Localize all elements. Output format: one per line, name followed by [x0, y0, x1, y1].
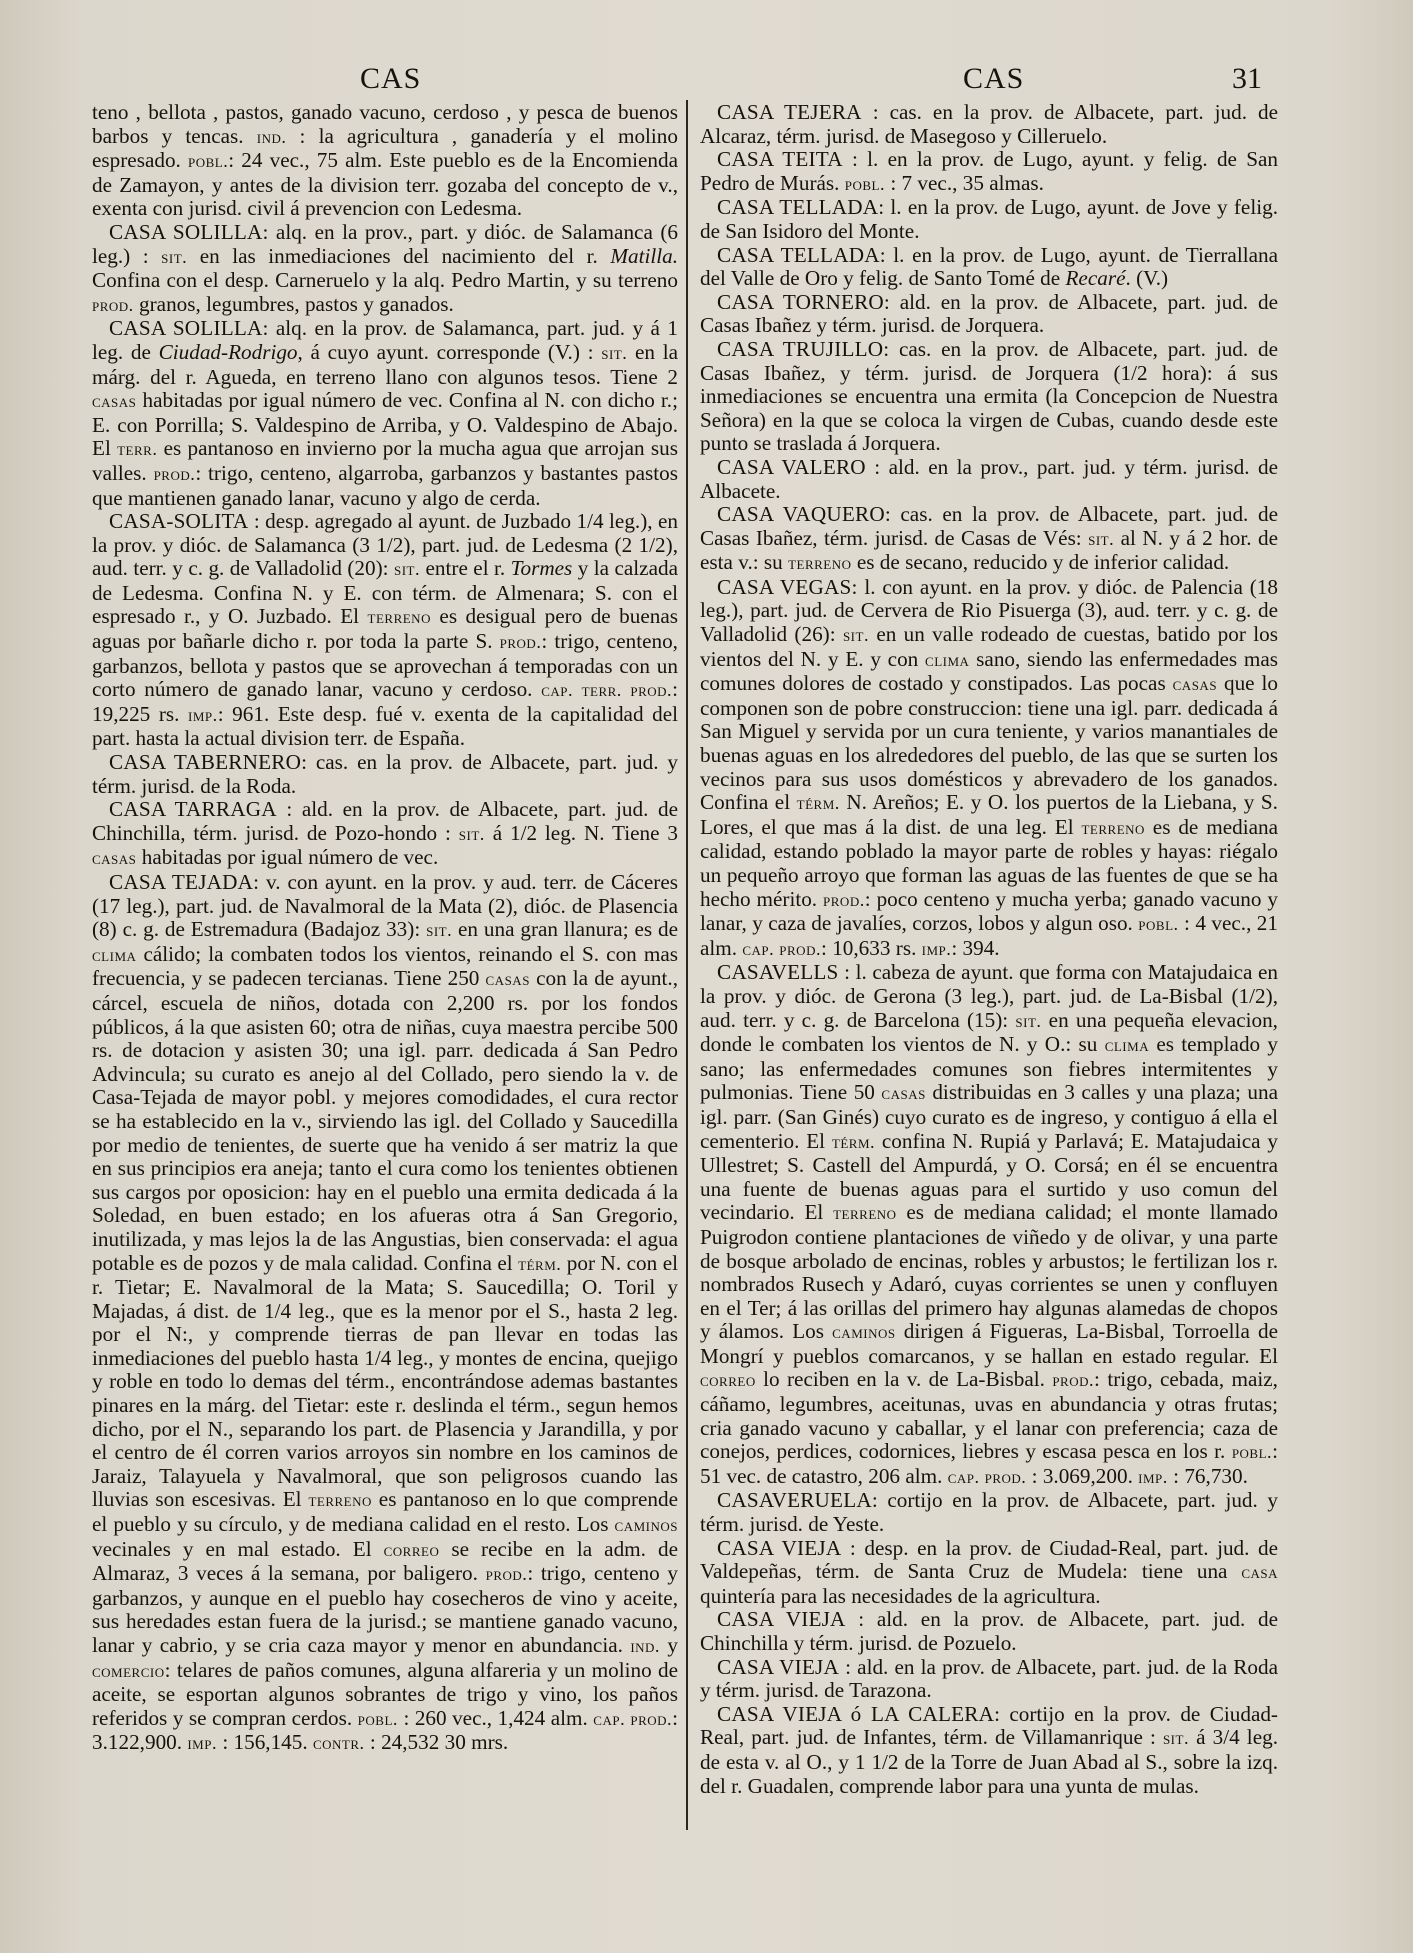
- dictionary-entry: [700, 1703, 1278, 1798]
- abbreviation: sit.: [1088, 528, 1115, 549]
- entry-text: : desp. en la prov. de Ciudad-Real, part. jud. de Valdepeñas, térm. de Santa Cruz de Mudela: tiene una: [700, 1535, 1278, 1584]
- entry-text: Confina con el desp. Carneruelo y la alq. Pedro Martin, y su terreno: [92, 268, 678, 293]
- entry-text: : poco centeno y mucha yerba; ganado vacuno y lanar, y caza de javalíes, corzos, lobos y algun oso.: [700, 886, 1278, 936]
- entry-text: : desp. agregado al ayunt. de Juzbado 1/4 leg.), en la prov. y dióc. de Salamanca (3 1/2), part. jud. de Ledesma (2 1/2), aud. terr. y c. g. de Valladolid (20):: [92, 509, 678, 581]
- abbreviation: contr.: [312, 1733, 365, 1754]
- entry-text: distribuidas en 3 calles y una plaza; una igl. parr. (San Ginés) cuyo curato es de ingreso, y contiguo á ella el cementerio. El: [700, 1080, 1278, 1153]
- entry-text: que lo componen son de pobre construccion: tiene una igl. parr. dedicada á San Miguel y servida por un cura teniente, y varios manantiales de buenas aguas en los alrededores del pueblo, de las que se surten los vecinos para sus usos domésticos y abrevadero de los ganados. Confina el: [700, 671, 1278, 815]
- entry-text: al N. y á 2 hor. de esta v.: su: [700, 525, 1278, 575]
- entry-text: y: [660, 1633, 678, 1657]
- abbreviation: terreno: [788, 553, 852, 574]
- column-rule: [686, 100, 688, 1830]
- abbreviation: prod.: [823, 889, 865, 910]
- dictionary-entry: [700, 338, 1278, 456]
- entry-headword: CASAVELLS: [717, 960, 839, 985]
- entry-text: : ald. en la prov. de Albacete, part. jud. de Chinchilla y térm. jurisd. de Pozuelo.: [700, 1607, 1278, 1655]
- entry-text: : alq. en la prov., part. y dióc. de Salamanca (6 leg.) :: [92, 219, 678, 268]
- entry-text: : 7 vec., 35 almas.: [885, 170, 1044, 195]
- abbreviation: pobl.: [844, 173, 886, 194]
- abbreviation: caminos: [832, 1322, 896, 1343]
- entry-text: : 10,633 rs.: [821, 935, 922, 960]
- abbreviation: casas: [92, 391, 137, 412]
- abbreviation: terreno: [367, 607, 431, 628]
- running-head-left: CAS: [360, 62, 422, 95]
- abbreviation: correo: [383, 1539, 440, 1560]
- entry-headword: CASA TEITA: [717, 147, 843, 172]
- dictionary-entry: [700, 456, 1278, 503]
- entry-headword: CASA VEGAS: [717, 574, 852, 599]
- entry-text: en las inmediaciones del nacimiento del r.: [187, 243, 611, 268]
- entry-text: : l. en la prov. de Lugo, ayunt. de Jove y felig. de San Isidoro del Monte.: [700, 195, 1278, 243]
- entry-headword: CASA SOLILLA: [109, 316, 263, 341]
- dictionary-entry: [700, 196, 1278, 243]
- entry-text: : cas. en la prov. de Albacete, part. jud. y térm. jurisd. de la Roda.: [92, 750, 678, 798]
- entry-text: : trigo, centeno, algarroba, garbanzos y bastantes pastos que mantienen ganado lanar, vacuno y algo de cerda.: [92, 460, 678, 510]
- entry-text: , á cuyo ayunt. corresponde (V.) :: [297, 339, 602, 364]
- entry-headword: CASA-SOLITA: [109, 509, 249, 534]
- entry-text: : telares de paños comunes, alguna alfareria y un molino de aceite, se esportan algunos sobrantes de trigo y vino, los paños referidos y se compran cerdos.: [92, 1657, 678, 1730]
- abbreviation: terr.: [117, 439, 158, 460]
- entry-headword: CASA TEJADA: [109, 870, 254, 894]
- dictionary-entry: [700, 291, 1278, 338]
- dictionary-entry: [92, 510, 678, 751]
- entry-text: : 76,730.: [1167, 1463, 1248, 1488]
- abbreviation: comercio: [92, 1660, 165, 1681]
- entry-text: : alq. en la prov. de Salamanca, part. jud. y á 1 leg. de: [92, 316, 678, 364]
- dictionary-entry: [700, 101, 1278, 148]
- abbreviation: térm.: [831, 1131, 876, 1152]
- entry-text: confina N. Rupiá y Parlavá; E. Matajudaica y Ullestret; S. Castell del Ampurdá, y O. Corsá; en él se encuentra una fuente de buenas aguas para el surtido y uso comun del vecindario. El: [700, 1128, 1278, 1225]
- entry-text: es templado y sano; las enfermedades comunes son fiebres intermitentes y pulmonias. Tiene 50: [700, 1032, 1278, 1105]
- entry-text: N. Areños; E. y O. los puertos de la Liebana, y S. Lores, el que mas á la dist. de una leg. El: [700, 790, 1278, 839]
- abbreviation: pobl.: [1231, 1442, 1273, 1463]
- abbreviation: sit.: [842, 625, 869, 646]
- italic-name: Tormes: [510, 556, 573, 581]
- abbreviation: térm.: [796, 793, 840, 814]
- abbreviation: térm.: [518, 1253, 562, 1274]
- abbreviation: cap. prod.: [742, 938, 822, 959]
- abbreviation: sit.: [458, 823, 485, 844]
- abbreviation: casas: [1172, 674, 1218, 695]
- abbreviation: ind.: [256, 126, 287, 147]
- abbreviation: sit.: [1162, 1728, 1190, 1749]
- dictionary-entry: [700, 1537, 1278, 1609]
- running-head: [0, 62, 1413, 102]
- entry-headword: CASAVERUELA: [717, 1488, 872, 1513]
- entry-text: : cas. en la prov. de Albacete, part. jud. de Casas Ibañez, y térm. jurisd. de Jorquera (1/2 hora): á sus inmediaciones se encuentra una ermita (la Concepcion de Nuestra Señora) en la que se coloca la virgen de Cubas, cuando desde este punto se traslada á Jorquera.: [700, 336, 1278, 456]
- left-column: [92, 101, 678, 1921]
- abbreviation: correo: [700, 1370, 756, 1391]
- abbreviation: clima: [1104, 1035, 1150, 1056]
- entry-text: : 156,145.: [217, 1730, 313, 1755]
- entry-headword: CASA TORNERO: [717, 289, 884, 314]
- entry-text: á 3/4 leg. de esta v. al O., y 1 1/2 de la Torre de Juan Abad al S., sobre la izq. del r. Guadalen, comprende labor para una yunta de mulas.: [700, 1725, 1278, 1798]
- abbreviation: sit.: [601, 342, 628, 363]
- dictionary-entry: [700, 244, 1278, 291]
- italic-name: Recaré: [1065, 266, 1126, 291]
- entry-text: : la agricultura , ganadería y el molino espresado.: [92, 123, 678, 173]
- right-column: [700, 101, 1278, 1921]
- dictionary-entry: [700, 961, 1278, 1489]
- page-number: 31: [1232, 62, 1262, 95]
- abbreviation: sit.: [1015, 1010, 1042, 1031]
- entry-text: es pantanoso en invierno por la mucha agua que arrojan sus valles.: [92, 436, 678, 485]
- abbreviation: caminos: [614, 1515, 678, 1536]
- entry-headword: CASA VIEJA: [717, 1654, 839, 1679]
- abbreviation: terreno: [1081, 817, 1145, 838]
- entry-text: con la de ayunt., cárcel, escuela de niños, dotada con 2,200 rs. por los fondos públicos, á la que asisten 60; otra de niñas, cuya maestra percibe 500 rs. de dotacion y asisten 30; una igl. parr. dedicada á San Pedro Advincula; su curato es anejo al del Collado, pero siendo la v. de Casa-Tejada de mayor pobl. y mejores comodidades, el cura rector se ha establecido en la v., sirviendo las igl. del Collado y Saucedilla por medio de tenientes, de suerte que ha venido á ser matriz la que en sus principios era aneja; tanto el cura como los tenientes obtienen sus cargos por oposicion: hay en el pueblo una ermita dedicada á la Soledad, en buen estado; en los afueras otra á San Gregorio, inutilizada, y mas lejos la de las Angustias, bien conservada: el agua potable es de pozos y de mala calidad. Confina el: [92, 966, 678, 1275]
- entry-text: : 24,532 30 mrs.: [364, 1730, 509, 1755]
- entry-headword: CASA VALERO: [717, 454, 866, 479]
- entry-text: es de mediana calidad, estando poblado la mayor parte de robles y hayas: riégalo un pequeño arroyo que forman las aguas de las fuentes de que se ha hecho mérito.: [700, 814, 1278, 911]
- dictionary-entry: [700, 1656, 1278, 1703]
- entry-headword: CASA VIEJA: [717, 1607, 846, 1632]
- dictionary-entry: [700, 1608, 1278, 1655]
- entry-text: : trigo, centeno, garbanzos, bellota y pastos que se aprovechan á temporadas con un corto número de ganado lanar, vacuno y cerdoso.: [92, 629, 678, 702]
- entry-text: habitadas por igual número de vec.: [136, 845, 439, 870]
- entry-text: cálido; la combaten todos los vientos, reinando el S. con mas frecuencia, y se padecen tercianas. Tiene 250: [92, 941, 678, 991]
- entry-text: entre el r.: [420, 556, 511, 581]
- entry-text: habitadas por igual número de vec. Confina al N. con dicho r.; E. con Porrilla; S. Valdespino de Arriba, y O. Valdespino de Abajo. El: [92, 388, 678, 461]
- abbreviation: prod.: [499, 632, 542, 653]
- abbreviation: clima: [92, 944, 137, 965]
- abbreviation: sit.: [394, 559, 421, 580]
- abbreviation: casas: [881, 1083, 926, 1104]
- entry-text: lo reciben en la v. de La-Bisbal.: [755, 1367, 1053, 1392]
- entry-text: vecinales y en mal estado. El: [92, 1536, 384, 1561]
- abbreviation: clima: [925, 649, 970, 670]
- entry-text: : 961. Este desp. fué v. exenta de la capitalidad del part. hasta la actual division terr. de España.: [92, 701, 678, 751]
- dictionary-entry: [92, 871, 678, 1756]
- entry-text: en un valle rodeado de cuestas, batido por los vientos del N. y E. y con: [700, 622, 1278, 671]
- dictionary-entry: [700, 576, 1278, 962]
- entry-text: en una gran llanura; es de: [452, 917, 678, 942]
- entry-headword: CASA TEJERA: [717, 101, 862, 124]
- entry-text: por N. con el r. Tietar; E. Navalmoral de la Mata; S. Saucedilla; O. Toril y Majadas, á dist. de 1/4 leg., que es la menor por el S., hasta 2 leg. por el N:, y comprende tierras de pan llevar en todas las inmediaciones del pueblo hasta 1/4 leg., y montes de encina, quejigo y roble en todo lo demas del térm., encontrándose ademas bastantes pinares en la márg. del Tietar: este r. deslinda el térm., segun hemos dicho, por el N., separando los part. de Plasencia y Jarandilla, y por el centro de él corren varios arroyos sin nombre en los caminos de Jaraiz, Talayuela y Navalmoral, que son peligrosos cuando las lluvias son escesivas. El: [92, 1250, 678, 1512]
- running-head-right: CAS: [963, 62, 1025, 95]
- entry-text: es pantanoso en lo que comprende el pueblo y su círculo, y de mediana calidad en el resto. Los: [92, 1487, 678, 1537]
- dictionary-entry: [92, 751, 678, 798]
- entry-text: : l. cabeza de ayunt. que forma con Matajudaica en la prov. y dióc. de Gerona (3 leg.), part. jud. de La-Bisbal (1/2), aud. terr. y c. g. de Barcelona (15):: [700, 960, 1278, 1032]
- dictionary-entry: [92, 221, 678, 317]
- abbreviation: cap. prod.: [593, 1708, 673, 1729]
- entry-text: á 1/2 leg. N. Tiene 3: [484, 820, 678, 845]
- italic-name: Matilla.: [610, 243, 678, 268]
- dictionary-entry: [92, 798, 678, 871]
- entry-text: : trigo, cebada, maiz, cáñamo, legumbres, aceitunas, uvas en abundancia y otras frutas; cria ganado vacuno y caballar, y el lanar con preferencia; caza de conejos, perdices, codornices, liebres y escasa pesca en los r.: [700, 1367, 1278, 1464]
- abbreviation: sit.: [426, 920, 453, 941]
- abbreviation: imp.: [187, 1733, 218, 1754]
- abbreviation: pobl.: [357, 1708, 398, 1729]
- entry-headword: CASA TRUJILLO: [717, 336, 884, 361]
- entry-text: es desigual pero de buenas aguas por bañarle dicho r. por toda la parte S.: [92, 604, 678, 654]
- entry-text: : v. con ayunt. en la prov. y aud. terr. de Cáceres (17 leg.), part. jud. de Navalmoral de la Mata (2), dióc. de Plasencia (8) c. g. de Estremadura (Badajoz 33):: [92, 870, 678, 942]
- abbreviation: casa: [1241, 1562, 1278, 1583]
- entry-text: es de secano, reducido y de inferior calidad.: [851, 550, 1230, 575]
- entry-text: y la calzada de Ledesma. Confina N. y E. con térm. de Almenara; S. con el espresado r., y O. Juzbado. El: [92, 556, 678, 629]
- entry-headword: CASA TELLADA: [717, 195, 879, 220]
- entry-headword: CASA VAQUERO: [717, 502, 885, 527]
- entry-text: : l. en la prov. de Lugo, ayunt. y felig. de San Pedro de Murás.: [700, 147, 1278, 195]
- abbreviation: cap. prod.: [947, 1466, 1027, 1487]
- dictionary-entry: [92, 101, 678, 221]
- italic-name: Ciudad-Rodrigo: [158, 339, 298, 364]
- abbreviation: casas: [92, 848, 137, 869]
- abbreviation: pobl.: [1138, 914, 1179, 935]
- entry-text: : cortijo en la prov. de Ciudad-Real, part. jud. de Infantes, térm. de Villamanrique :: [700, 1701, 1278, 1750]
- abbreviation: terreno: [308, 1490, 372, 1511]
- entry-text: . (V.): [1125, 266, 1169, 291]
- abbreviation: casas: [485, 969, 530, 990]
- entry-text: : l. con ayunt. en la prov. y dióc. de Palencia (18 leg.), part. jud. de Cervera de Rio Pisuerga (3), aud. terr. y c. g. de Valladolid (26):: [700, 574, 1278, 647]
- entry-text: : ald. en la prov. de Albacete, part. jud. de Casas Ibañez y térm. jurisd. de Jorquera.: [700, 289, 1278, 338]
- entry-text: : 24 vec., 75 alm. Este pueblo es de la Encomienda de Zamayon, y antes de la division terr. gozaba del concepto de v., exenta con jurisd. civil á prevencion con Ledesma.: [92, 148, 678, 221]
- abbreviation: imp.: [921, 938, 952, 959]
- dictionary-entry: [700, 1489, 1278, 1536]
- abbreviation: cap. terr. prod.: [541, 680, 673, 701]
- abbreviation: terreno: [833, 1203, 897, 1224]
- abbreviation: imp.: [188, 704, 218, 725]
- entry-text: teno , bellota , pastos, ganado vacuno, cerdoso , y pesca de buenos barbos y tencas.: [92, 101, 678, 148]
- entry-text: : 4 vec., 21 alm.: [700, 911, 1278, 960]
- entry-text: es de mediana calidad; el monte llamado Puigrodon contiene plantaciones de viñedo y de olivar, y una parte de bosque arbolado de encinas, robles y arbustos; le fertilizan los r. nombrados Rusech y Adaró, cuyas corrientes se unen y confluyen en el Ter; á las orillas del primero hay algunas alamedas de chopos y álamos. Los: [700, 1200, 1278, 1344]
- entry-headword: CASA TELLADA: [717, 242, 880, 267]
- entry-text: : cas. en la prov. de Albacete, part. jud. de Casas Ibañez, térm. jurisd. de Casas de Vés:: [700, 502, 1278, 550]
- entry-headword: CASA VIEJA: [717, 1535, 842, 1560]
- entry-text: : l. en la prov. de Lugo, ayunt. de Tierrallana del Valle de Oro y felig. de Santo Tomé de: [700, 242, 1278, 291]
- dictionary-entry: [700, 503, 1278, 576]
- entry-headword: CASA TARRAGA: [109, 797, 277, 822]
- entry-text: : cas. en la prov. de Albacete, part. jud. de Alcaraz, térm. jurisd. de Masegoso y Cilleruelo.: [700, 101, 1278, 148]
- abbreviation: pobl.: [187, 151, 229, 172]
- entry-headword: CASA TABERNERO: [109, 750, 302, 775]
- entry-text: sano, siendo las enfermedades mas comunes dolores de costado y constipados. Las pocas: [700, 646, 1278, 696]
- entry-text: : ald. en la prov., part. jud. y térm. jurisd. de Albacete.: [700, 454, 1278, 503]
- dictionary-entry: [92, 317, 678, 510]
- entry-text: : ald. en la prov. de Albacete, part. jud. de la Roda y térm. jurisd. de Tarazona.: [700, 1654, 1278, 1703]
- abbreviation: prod.: [92, 294, 134, 315]
- entry-text: : 260 vec., 1,424 alm.: [397, 1705, 594, 1730]
- entry-text: se recibe en la adm. de Almaraz, 3 veces á la semana, por baligero.: [92, 1536, 678, 1586]
- abbreviation: sit.: [161, 246, 188, 267]
- entry-headword: CASA SOLILLA: [109, 219, 263, 244]
- abbreviation: imp.: [1138, 1466, 1168, 1487]
- entry-text: quintería para las necesidades de la agricultura.: [700, 1583, 1101, 1608]
- entry-text: : 19,225 rs.: [92, 677, 678, 726]
- entry-text: en la márg. del r. Agueda, en terreno llano con algunos tesos. Tiene 2: [92, 339, 678, 389]
- entry-text: : ald. en la prov. de Albacete, part. jud. de Chinchilla, térm. jurisd. de Pozo-hondo :: [92, 797, 678, 845]
- entry-text: : 394.: [951, 935, 1000, 960]
- abbreviation: prod.: [1052, 1370, 1095, 1391]
- entry-text: : trigo, centeno y garbanzos, y aunque en el pueblo hay cosecheros de vino y aceite, sus heredades estan fuera de la jurisd.; se mantiene ganado vacuno, lanar y cabrio, y se cria caza mayor y menor en abundancia.: [92, 1561, 678, 1657]
- entry-text: : 3.069,200.: [1026, 1463, 1139, 1488]
- entry-text: granos, legumbres, pastos y ganados.: [133, 291, 454, 316]
- abbreviation: prod.: [153, 463, 196, 484]
- abbreviation: prod.: [485, 1564, 528, 1585]
- abbreviation: ind.: [630, 1636, 660, 1656]
- entry-text: : cortijo en la prov. de Albacete, part. jud. y térm. jurisd. de Yeste.: [700, 1488, 1278, 1537]
- entry-text: : 3.122,900.: [92, 1705, 678, 1755]
- dictionary-entry: [700, 148, 1278, 196]
- entry-text: en una pequeña elevacion, donde le combaten los vientos de N. y O.: su: [700, 1007, 1278, 1057]
- entry-text: : 51 vec. de catastro, 206 alm.: [700, 1439, 1278, 1488]
- entry-text: dirigen á Figueras, La-Bisbal, Torroella de Mongrí y pueblos comarcanos, y se hallan en estado regular. El: [700, 1319, 1278, 1368]
- entry-headword: CASA VIEJA ó LA CALERA: [717, 1701, 995, 1726]
